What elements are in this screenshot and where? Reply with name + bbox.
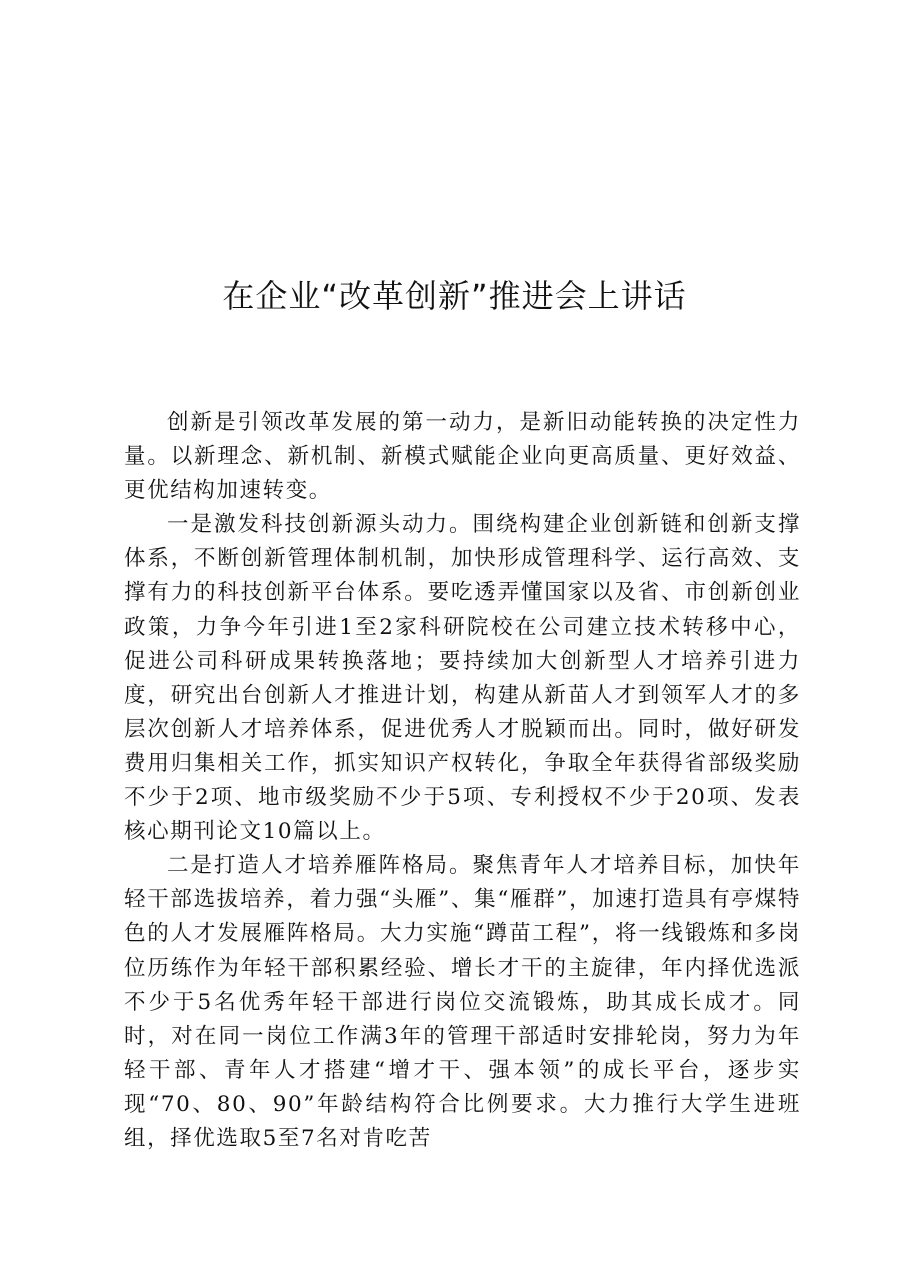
- document-title: 在企业“改革创新”推进会上讲话: [222, 277, 687, 315]
- paragraph-intro: 创新是引领改革发展的第一动力，是新旧动能转换的决定性力量。以新理念、新机制、新模式赋能企业向更高质量、更好效益、更优结构加速转变。: [124, 410, 801, 504]
- paragraph-talent-cultivation: 二是打造人才培养雁阵格局。聚焦青年人才培养目标，加快年轻干部选拔培养，着力强“头雁”、集“雁群”，加速打造具有亭煤特色的人才发展雁阵格局。大力实施“蹲苗工程”，将一线锻炼和多岗位历练作为年轻干部积累经验、增长才干的主旋律，年内择优选派不少于5名优秀年轻干部进行岗位交流锻炼，助其成长成才。同时，对在同一岗位工作满3年的管理干部适时安排轮岗，努力为年轻干部、青年人才搭建“增才干、强本领”的成长平台，逐步实现“70、80、90”年龄结构符合比例要求。大力推行大学生进班组，择优选取5至7名对肯吃苦: [124, 853, 801, 1151]
- document-body: [124, 406, 801, 1156]
- paragraph-tech-innovation: 一是激发科技创新源头动力。围绕构建企业创新链和创新支撑体系，不断创新管理体制机制，加快形成管理科学、运行高效、支撑有力的科技创新平台体系。要吃透弄懂国家以及省、市创新创业政策，力争今年引进1至2家科研院校在公司建立技术转移中心，促进公司科研成果转换落地；要持续加大创新型人才培养引进力度，研究出台创新人才推进计划，构建从新苗人才到领军人才的多层次创新人才培养体系，促进优秀人才脱颖而出。同时，做好研发费用归集相关工作，抓实知识产权转化，争取全年获得省部级奖励不少于2项、地市级奖励不少于5项、专利授权不少于20项、发表核心期刊论文10篇以上。: [124, 512, 801, 845]
